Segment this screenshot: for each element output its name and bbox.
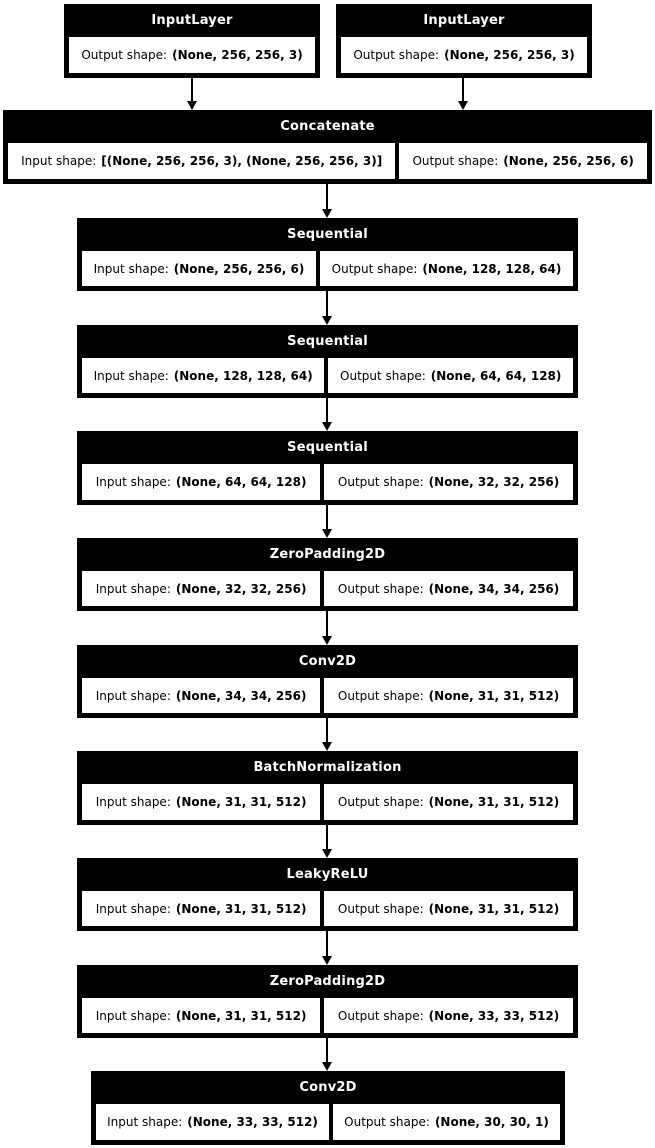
shape-value: (None, 128, 128, 64): [173, 368, 313, 383]
layer-node-leakyrelu: [77, 858, 578, 931]
layer-node-sequential-3: [77, 431, 578, 505]
shape-value: (None, 31, 31, 512): [428, 901, 560, 916]
input-shape-cell: [82, 784, 320, 820]
shape-label: Input shape:: [107, 1115, 183, 1129]
input-shape-cell: [82, 891, 320, 926]
edge-arrow: [326, 291, 328, 316]
output-shape-cell: [324, 998, 573, 1033]
shape-label: Output shape:: [337, 475, 424, 489]
layer-node-inputlayer-2: [336, 4, 592, 78]
shape-value: (None, 256, 256, 6): [173, 261, 305, 276]
shape-label: Input shape:: [21, 154, 97, 168]
input-shape-cell: [82, 358, 324, 393]
shape-label: Output shape:: [81, 48, 168, 62]
edge-arrow: [326, 931, 328, 956]
layer-title: Sequential: [287, 334, 368, 349]
output-shape-cell: [399, 143, 647, 179]
output-shape-cell: [324, 571, 573, 606]
shape-label: Input shape:: [95, 688, 171, 703]
shape-label: Output shape:: [337, 901, 424, 916]
shape-label: Input shape:: [95, 795, 171, 809]
shape-label: Output shape:: [412, 154, 499, 168]
layer-node-sequential-1: [77, 218, 578, 291]
edge-arrow: [326, 611, 328, 636]
edge-arrow: [326, 184, 328, 209]
output-shape-cell: [328, 358, 573, 393]
layer-node-inputlayer-1: [64, 4, 320, 78]
edge-arrow: [326, 718, 328, 742]
shape-label: Input shape:: [95, 475, 171, 489]
output-shape-cell: [324, 464, 573, 500]
input-shape-cell: [82, 464, 320, 500]
shape-value: (None, 32, 32, 256): [175, 581, 307, 596]
shape-value: (None, 31, 31, 512): [428, 688, 560, 703]
output-shape-cell: [320, 251, 573, 286]
input-shape-cell: [96, 1104, 329, 1140]
output-shape-cell: [324, 891, 573, 926]
shape-value: (None, 32, 32, 256): [428, 475, 560, 489]
shape-value: (None, 33, 33, 512): [187, 1115, 318, 1129]
shape-label: Output shape:: [337, 1008, 424, 1023]
input-shape-cell: [8, 143, 395, 179]
shape-label: Output shape:: [331, 261, 418, 276]
shape-value: (None, 31, 31, 512): [175, 901, 307, 916]
shape-label: Input shape:: [93, 261, 169, 276]
shape-label: Output shape:: [340, 368, 426, 383]
layer-title: Sequential: [287, 440, 368, 455]
edge-arrow: [326, 505, 328, 529]
layer-node-concatenate: [3, 110, 652, 184]
shape-label: Input shape:: [95, 581, 171, 596]
shape-value: (None, 34, 34, 256): [175, 688, 307, 703]
shape-value: (None, 64, 64, 128): [430, 368, 562, 383]
layer-title: ZeroPadding2D: [269, 547, 386, 562]
layer-node-sequential-2: [77, 325, 578, 398]
layer-title: Concatenate: [280, 119, 375, 134]
edge-arrow: [191, 78, 193, 101]
edge-arrow: [326, 825, 328, 849]
shape-value: (None, 256, 256, 3): [444, 48, 575, 62]
edge-arrow: [326, 398, 328, 422]
layer-title: Sequential: [287, 227, 368, 242]
layer-node-zeropadding2d-2: [77, 965, 578, 1038]
layer-title: InputLayer: [151, 13, 233, 28]
shape-value: (None, 31, 31, 512): [175, 1008, 307, 1023]
shape-value: [(None, 256, 256, 3), (None, 256, 256, 3)]: [101, 154, 383, 168]
layer-node-conv2d-2: [91, 1071, 565, 1145]
layer-title: Conv2D: [299, 1080, 357, 1095]
input-shape-cell: [82, 571, 320, 606]
layer-node-conv2d-1: [77, 645, 578, 718]
shape-label: Output shape:: [344, 1115, 430, 1129]
shape-value: (None, 33, 33, 512): [428, 1008, 560, 1023]
layer-title: InputLayer: [423, 13, 505, 28]
layer-node-batchnormalization: [77, 751, 578, 825]
shape-label: Output shape:: [337, 581, 424, 596]
shape-label: Output shape:: [337, 688, 424, 703]
layer-title: BatchNormalization: [253, 760, 402, 775]
shape-label: Input shape:: [93, 368, 169, 383]
shape-label: Output shape:: [337, 795, 424, 809]
shape-value: (None, 31, 31, 512): [175, 795, 307, 809]
input-shape-cell: [82, 998, 320, 1033]
shape-value: (None, 31, 31, 512): [428, 795, 560, 809]
shape-label: Input shape:: [95, 901, 171, 916]
shape-value: (None, 34, 34, 256): [428, 581, 560, 596]
layer-title: ZeroPadding2D: [269, 974, 386, 989]
edge-arrow: [326, 1038, 328, 1062]
shape-value: (None, 128, 128, 64): [422, 261, 562, 276]
layer-title: Conv2D: [298, 654, 357, 669]
output-shape-cell: [324, 678, 573, 713]
shape-value: (None, 256, 256, 3): [172, 48, 303, 62]
shape-value: (None, 30, 30, 1): [434, 1115, 549, 1129]
layer-title: LeakyReLU: [286, 867, 369, 882]
input-shape-cell: [82, 251, 316, 286]
shape-label: Input shape:: [95, 1008, 171, 1023]
output-shape-cell: [341, 37, 587, 73]
shape-value: (None, 256, 256, 6): [503, 154, 634, 168]
output-shape-cell: [324, 784, 573, 820]
shape-value: (None, 64, 64, 128): [175, 475, 307, 489]
shape-label: Output shape:: [353, 48, 440, 62]
layer-node-zeropadding2d-1: [77, 538, 578, 611]
input-shape-cell: [82, 678, 320, 713]
edge-arrow: [462, 78, 464, 101]
output-shape-cell: [69, 37, 315, 73]
output-shape-cell: [333, 1104, 560, 1140]
